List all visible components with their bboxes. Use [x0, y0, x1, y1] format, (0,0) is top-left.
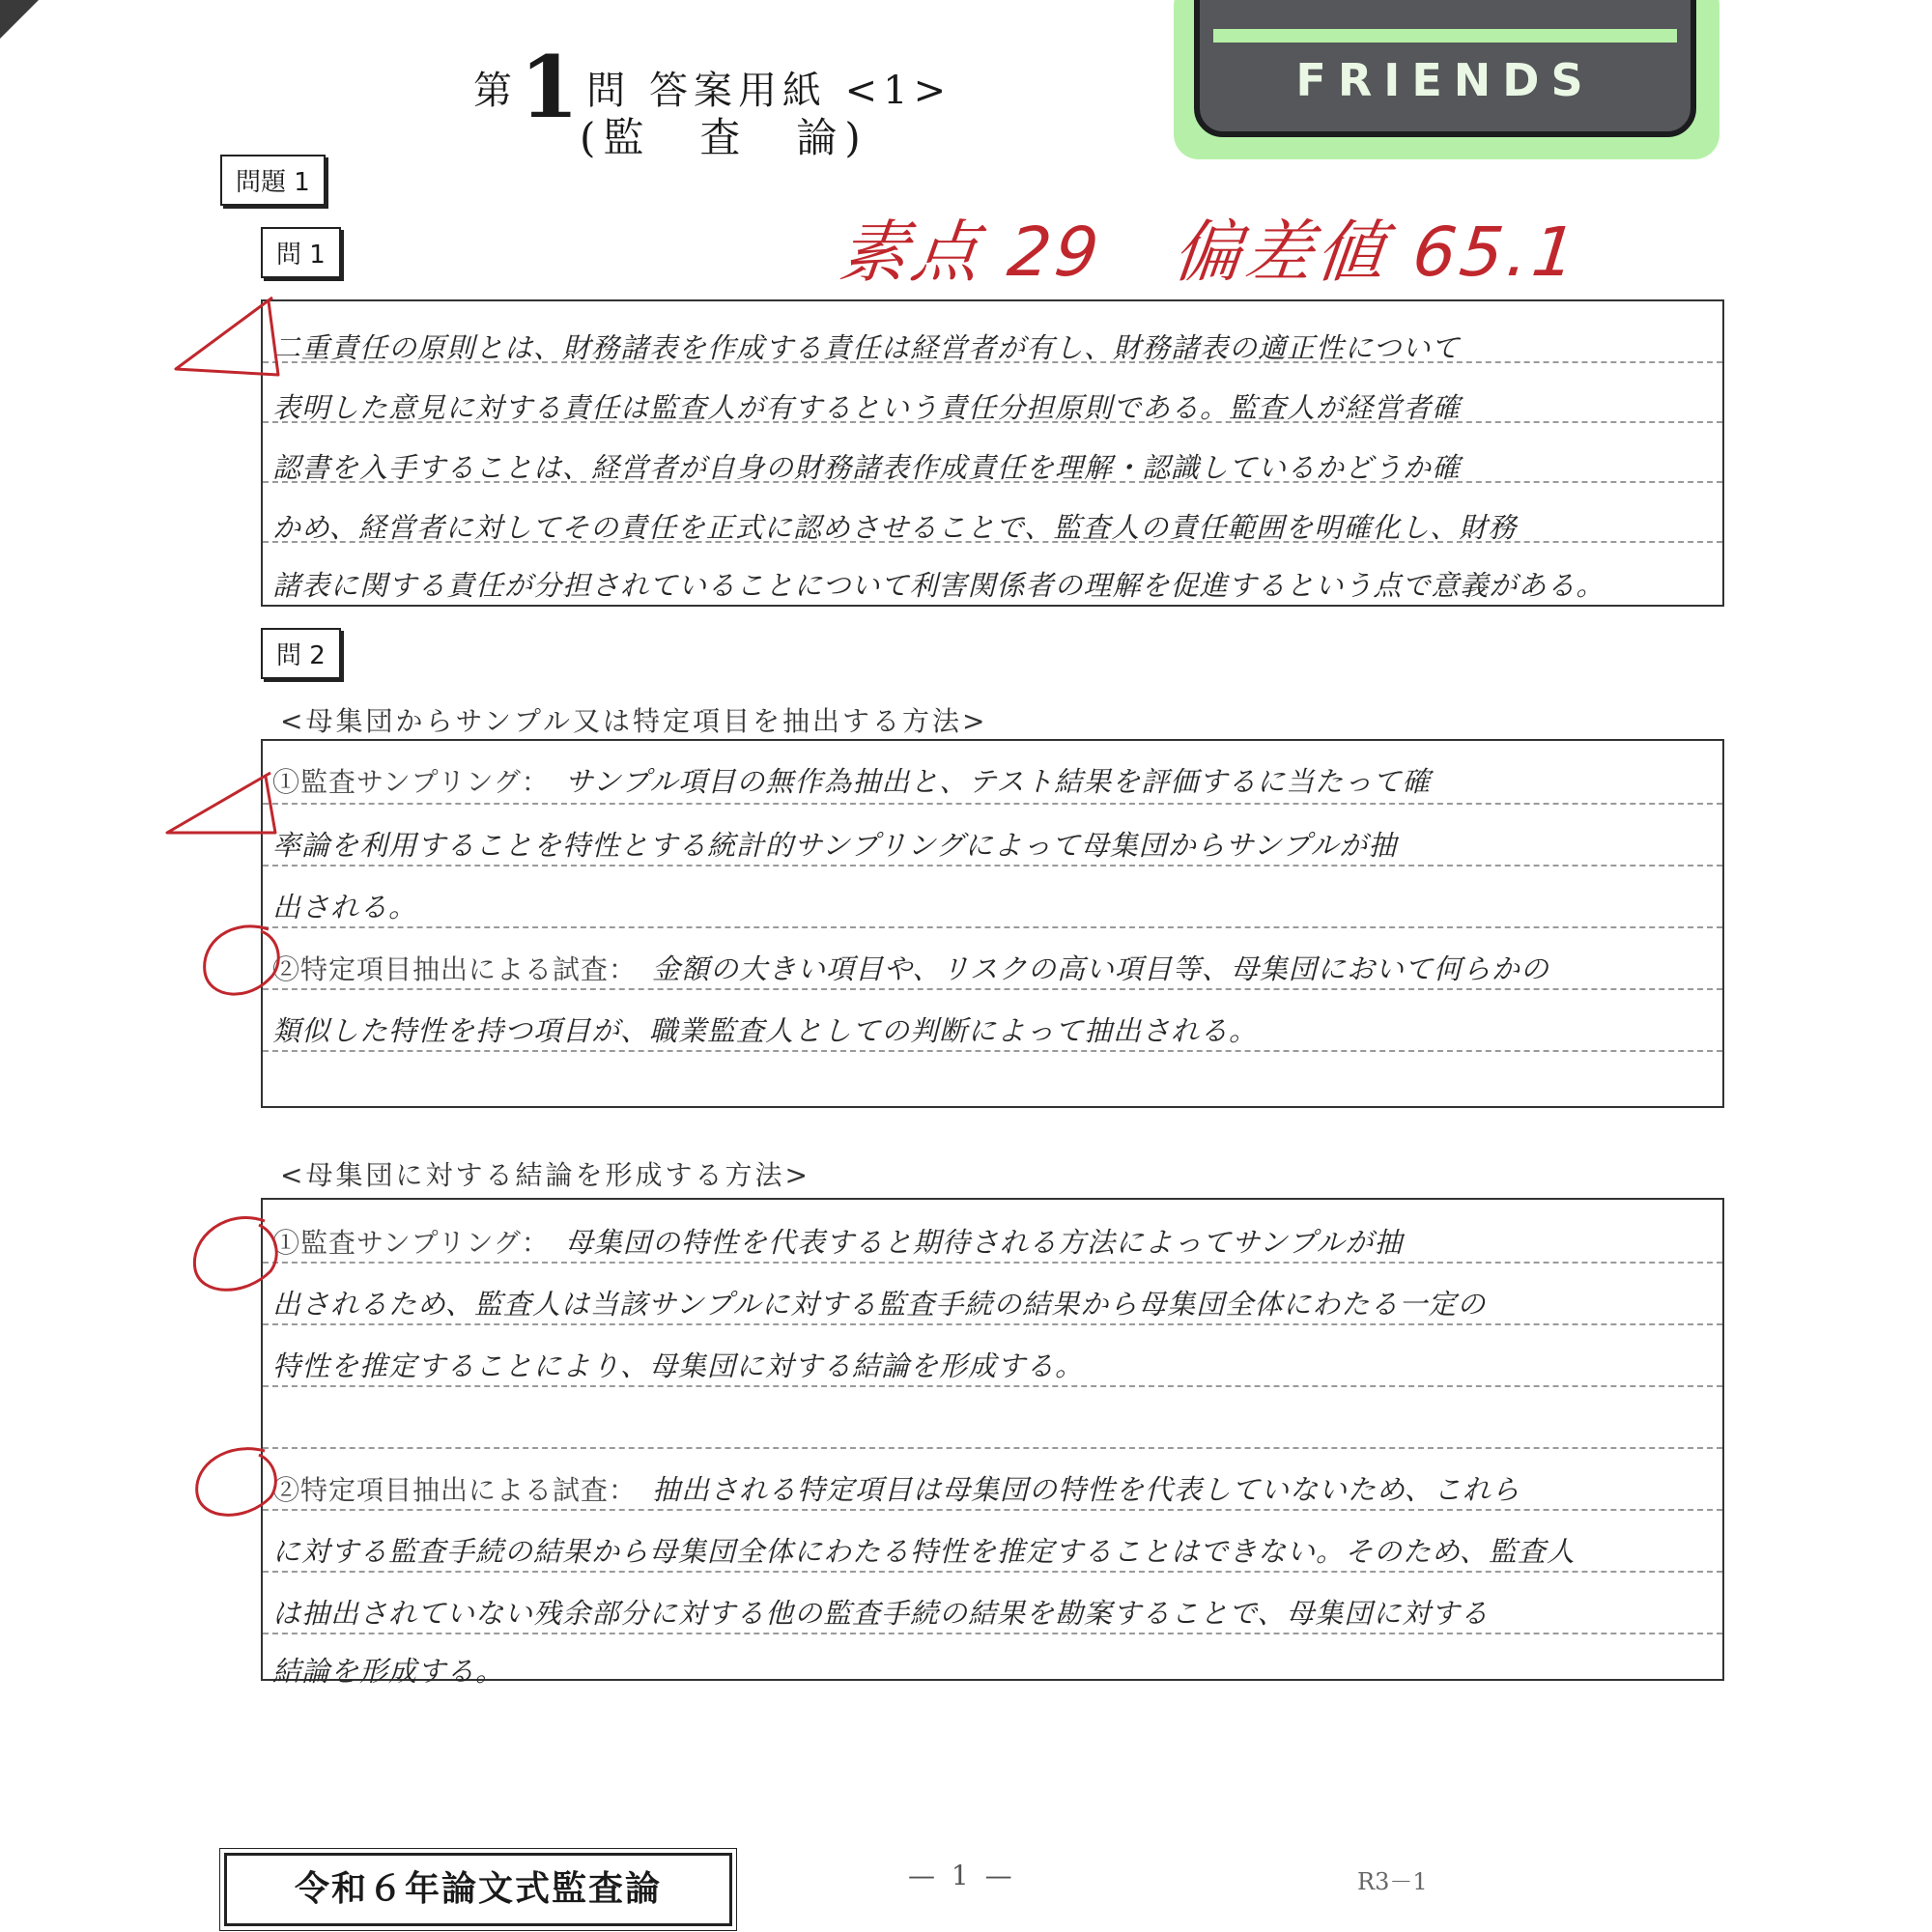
q2-concl-specific-line-2: に対する監査手続の結果から母集団全体にわたる特性を推定することはできない。そのため、監査人 — [272, 1535, 1576, 1568]
q2-label: 問 2 — [261, 628, 341, 679]
q1-line-5: 諸表に関する責任が分担されていることについて利害関係者の理解を促進するという点で意義がある。 — [272, 569, 1605, 602]
corner-fold-mark — [0, 0, 39, 39]
subject-title: (監 査 論) — [580, 114, 868, 161]
q2-concl-sampling-line-1: 母集団の特性を代表すると期待される方法によってサンプルが抽 — [564, 1226, 1404, 1259]
q2-sampling-label: ①監査サンプリング： — [272, 766, 550, 798]
q2-heading-conclusion: <母集団に対する結論を形成する方法> — [280, 1159, 810, 1191]
title-suffix: 問 答案用紙 <1> — [586, 69, 952, 113]
q2-specific-entry — [272, 948, 1549, 987]
q1-answer-box — [261, 299, 1724, 607]
q2-concl-specific-entry — [272, 1468, 1520, 1508]
q2-sampling-line-1: サンプル項目の無作為抽出と、テスト結果を評価するに当たって確 — [564, 765, 1432, 798]
q2-concl-sampling-line-2: 出されるため、監査人は当該サンプルに対する監査手続の結果から母集団全体にわたる一定の — [272, 1288, 1487, 1321]
q2-concl-specific-line-3: は抽出されていない残余部分に対する他の監査手続の結果を勘案することで、母集団に対する — [272, 1597, 1490, 1630]
q1-label: 問 1 — [261, 227, 341, 278]
question-number: 1 — [520, 37, 585, 137]
q2-heading-extraction: <母集団からサンプル又は特定項目を抽出する方法> — [280, 705, 988, 737]
q2-concl-specific-line-4: 結論を形成する。 — [272, 1655, 505, 1688]
q2-specific-line-2: 類似した特性を持つ項目が、職業監査人としての判断によって抽出される。 — [272, 1014, 1259, 1047]
logo-stripe — [1213, 29, 1677, 43]
q2-sampling-line-2: 率論を利用することを特性とする統計的サンプリングによって母集団からサンプルが抽 — [272, 829, 1398, 862]
q1-line-4: かめ、経営者に対してその責任を正式に認めさせることで、監査人の責任範囲を明確化し、財務 — [272, 511, 1518, 544]
score-annotation: 素点 29 偏差値 65.1 — [836, 213, 1584, 292]
q2-specific-label: ②特定項目抽出による試査： — [272, 953, 638, 985]
q2-specific-line-1: 金額の大きい項目や、リスクの高い項目等、母集団において何らかの — [652, 952, 1549, 985]
q2-extraction-box — [261, 739, 1724, 1108]
q2-concl-specific-line-1: 抽出される特定項目は母集団の特性を代表していないため、これら — [652, 1473, 1520, 1506]
q2-concl-sampling-label: ①監査サンプリング： — [272, 1227, 550, 1259]
grade-circle-icon — [182, 1208, 288, 1304]
q1-line-3: 認書を入手することは、経営者が自身の財務諸表作成責任を理解・認識しているかどうか確 — [272, 451, 1462, 484]
page-number: — 1 — — [908, 1860, 1016, 1891]
mondai-label: 問題 1 — [220, 155, 326, 206]
logo-text: FRIENDS — [1295, 54, 1595, 106]
q1-line-2: 表明した意見に対する責任は監査人が有するという責任分担原則である。監査人が経営者確 — [272, 391, 1462, 424]
title-prefix: 第 — [473, 69, 518, 113]
q2-concl-sampling-line-3: 特性を推定することにより、母集団に対する結論を形成する。 — [272, 1350, 1085, 1382]
page-code: R3－1 — [1357, 1868, 1428, 1895]
q2-concl-sampling-entry — [272, 1221, 1403, 1261]
q1-line-1: 二重責任の原則とは、財務諸表を作成する責任は経営者が有し、財務諸表の適正性について — [272, 331, 1461, 364]
q2-sampling-entry — [272, 760, 1431, 800]
q2-concl-specific-label: ②特定項目抽出による試査： — [272, 1474, 638, 1506]
q2-sampling-line-3: 出される。 — [272, 891, 418, 923]
grade-circle-icon — [184, 1441, 290, 1528]
grade-circle-icon — [193, 918, 290, 1009]
grade-triangle-icon — [164, 290, 290, 386]
grade-triangle-icon — [159, 763, 290, 860]
exam-title-footer: 令和６年論文式監査論 — [224, 1853, 732, 1926]
q2-conclusion-box — [261, 1198, 1724, 1688]
